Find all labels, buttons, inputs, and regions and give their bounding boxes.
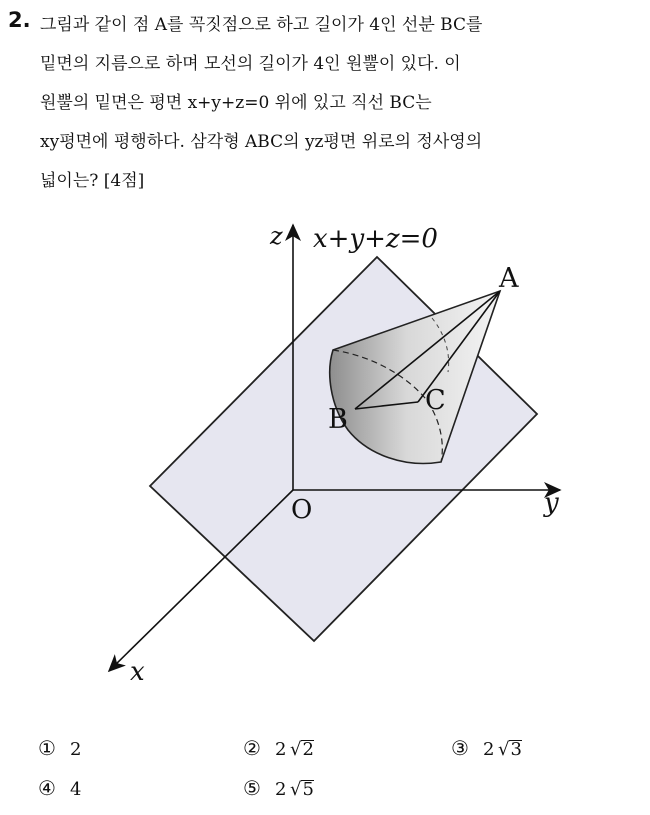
choice-2[interactable]: ② 2 √2 [243, 736, 314, 760]
plane-label: x+y+z=0 [313, 224, 438, 254]
point-c-label: C [425, 385, 446, 416]
choice-1-coef: 2 [69, 739, 82, 760]
question-line-5: 넓이는? [4점] [40, 171, 145, 191]
choice-4[interactable] [38, 776, 81, 800]
origin-label: O [291, 495, 313, 525]
choice-5-marker: ⑤ [243, 776, 261, 800]
choice-3[interactable]: ③ 2 √3 [451, 736, 522, 760]
question-line-4: xy평면에 평행하다. 삼각형 ABC의 yz평면 위로의 정사영의 [40, 132, 483, 152]
axis-z-label: z [270, 222, 283, 250]
choice-1-marker: ① [38, 736, 56, 760]
choice-5-radicand: 5 [302, 779, 314, 800]
axis-x-label: x [130, 657, 145, 687]
question-line-2: 밑면의 지름으로 하며 모선의 길이가 4인 원뿔이 있다. 이 [40, 54, 461, 74]
choice-4-coef: 4 [69, 779, 82, 800]
question-line-3: 원뿔의 밑면은 평면 x+y+z=0 위에 있고 직선 BC는 [40, 93, 432, 113]
axis-y-label: y [544, 488, 559, 518]
choice-5-coef: 2 [274, 779, 287, 800]
choice-3-marker: ③ [451, 736, 469, 760]
point-b-label: B [328, 404, 348, 435]
choice-4-marker: ④ [38, 776, 56, 800]
choice-2-marker: ② [243, 736, 261, 760]
choice-5[interactable]: ⑤ 2 √5 [243, 776, 314, 800]
choice-3-coef: 2 [482, 739, 495, 760]
choice-2-radicand: 2 [302, 739, 314, 760]
question-line-1: 그림과 같이 점 A를 꼭짓점으로 하고 길이가 4인 선분 BC를 [40, 15, 483, 35]
question-number: 2. [8, 8, 31, 32]
choice-2-coef: 2 [274, 739, 287, 760]
choice-3-radicand: 3 [510, 739, 522, 760]
choice-1[interactable] [38, 736, 81, 760]
point-a-label: A [499, 263, 519, 294]
